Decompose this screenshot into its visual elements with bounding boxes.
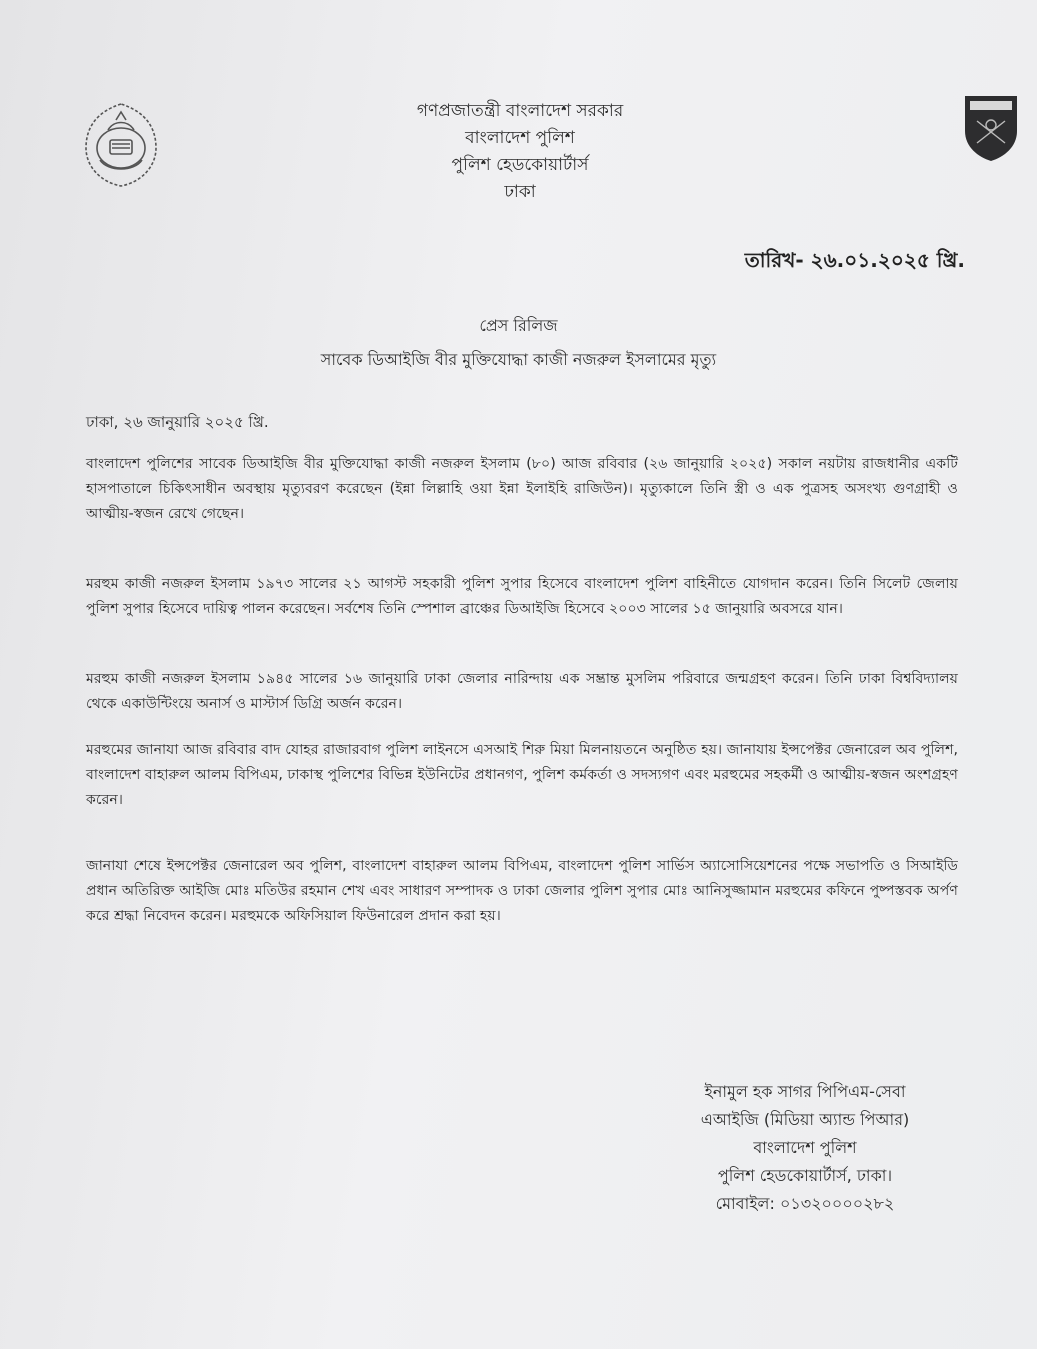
header-police: বাংলাদেশ পুলিশ — [465, 128, 575, 148]
press-release-title: প্রেস রিলিজ — [479, 316, 558, 335]
signatory-designation: এআইজি (মিডিয়া অ্যান্ড পিআর) — [700, 1110, 910, 1129]
signatory-name: ইনামুল হক সাগর পিপিএম-সেবা — [704, 1082, 906, 1101]
paragraph: মরহুম কাজী নজরুল ইসলাম ১৯৪৫ সালের ১৬ জানুয়ারি ঢাকা জেলার নারিন্দায় এক সম্ভ্রান্ত মুসলিম পরিবারে জন্মগ্রহণ করেন। তিনি ঢাকা বিশ্ববিদ্যালয় থেকে একাউন্টিংয়ে অনার্স ও মাস্টার্স ডিগ্রি অর্জন করেন। — [86, 671, 958, 712]
paragraph: জানাযা শেষে ইন্সপেক্টর জেনারেল অব পুলিশ, বাংলাদেশ বাহারুল আলম বিপিএম, বাংলাদেশ পুলিশ সার্ভিস অ্যাসোসিয়েশনের পক্ষে সভাপতি ও সিআইডি প্রধান অতিরিক্ত আইজি মোঃ মতিউর রহমান শেখ এবং সাধারণ সম্পাদক ও ঢাকা জেলার পুলিশ সুপার মোঃ আনিসুজ্জামান মরহুমের কফিনে পুষ্পস্তবক অর্পণ করে শ্রদ্ধা নিবেদন করেন। মরহুমকে অফিসিয়াল ফিউনারেল প্রদান করা হয়। — [86, 858, 958, 924]
signatory-office: পুলিশ হেডকোয়ার্টার্স, ঢাকা। — [717, 1166, 893, 1185]
paragraph: মরহুম কাজী নজরুল ইসলাম ১৯৭৩ সালের ২১ আগস্ট সহকারী পুলিশ সুপার হিসেবে বাংলাদেশ পুলিশ বাহিনীতে যোগদান করেন। তিনি সিলেট জেলায় পুলিশ সুপার হিসেবে দায়িত্ব পালন করেছেন। সর্বশেষ তিনি স্পেশাল ব্রাঞ্চের ডিআইজি হিসেবে ২০০৩ সালের ১৫ জানুয়ারি অবসরে যান। — [86, 576, 958, 617]
signature-block — [640, 1078, 970, 1218]
header-government: গণপ্রজাতন্ত্রী বাংলাদেশ সরকার — [416, 101, 624, 121]
paragraph: মরহুমের জানাযা আজ রবিবার বাদ যোহর রাজারবাগ পুলিশ লাইনসে এসআই শিরু মিয়া মিলনায়তনে অনুষ্ঠিত হয়। জানাযায় ইন্সপেক্টর জেনারেল অব পুলিশ, বাংলাদেশ বাহারুল আলম বিপিএম, ঢাকাস্থ পুলিশের বিভিন্ন ইউনিটের প্রধানগণ, পুলিশ কর্মকর্তা ও সদস্যগণ এবং মরহুমের সহকর্মী ও আত্মীয়-স্বজন অংশগ্রহণ করেন। — [86, 742, 958, 808]
dateline: ঢাকা, ২৬ জানুয়ারি ২০২৫ খ্রি. — [86, 413, 269, 431]
signatory-mobile: মোবাইল: ০১৩২০০০০২৮২ — [715, 1194, 895, 1213]
police-emblem-icon — [78, 100, 164, 190]
header-city: ঢাকা — [504, 182, 536, 202]
letterhead — [300, 98, 740, 206]
signatory-organization: বাংলাদেশ পুলিশ — [753, 1138, 857, 1157]
press-release-subtitle: সাবেক ডিআইজি বীর মুক্তিযোদ্ধা কাজী নজরুল ইসলামের মৃত্যু — [320, 350, 717, 369]
document-date: তারিখ- ২৬.০১.২০২৫ খ্রি. — [744, 248, 965, 272]
police-badge-icon — [962, 93, 1020, 163]
paragraph: বাংলাদেশ পুলিশের সাবেক ডিআইজি বীর মুক্তিযোদ্ধা কাজী নজরুল ইসলাম (৮০) আজ রবিবার (২৬ জানুয়ারি ২০২৫) সকাল নয়টায় রাজধানীর একটি হাসপাতালে চিকিৎসাধীন অবস্থায় মৃত্যুবরণ করেছেন (ইন্না লিল্লাহি ওয়া ইন্না ইলাইহি রাজিউন)। মৃত্যুকালে তিনি স্ত্রী ও এক পুত্রসহ অসংখ্য গুণগ্রাহী ও আত্মীয়-স্বজন রেখে গেছেন। — [86, 456, 958, 522]
header-headquarters: পুলিশ হেডকোয়ার্টার্স — [451, 155, 589, 175]
